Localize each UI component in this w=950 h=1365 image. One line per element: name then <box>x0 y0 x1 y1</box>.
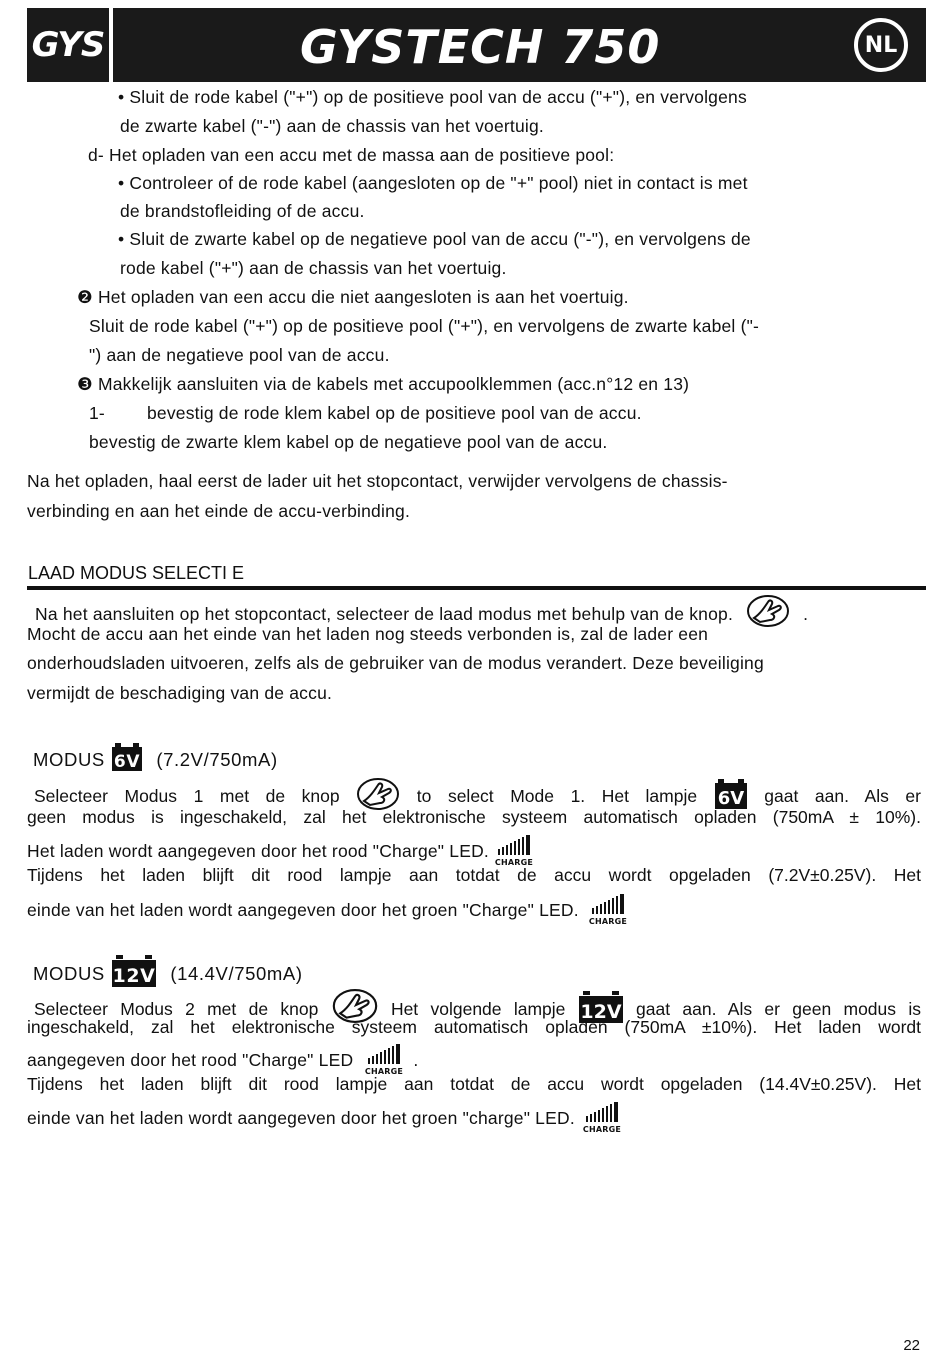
mode2-title: MODUS 12V (14.4V/750mA) <box>33 954 303 993</box>
text-line: ingeschakeld, zal het elektronische systeem automatisch opladen (750mA ±10%). Het laden wordt <box>27 1017 921 1037</box>
text-line: Selecteer Modus 2 met de knop Het volgende lampje 12V gaat aan. Als er geen modus is <box>27 988 921 1030</box>
text-line: vermijdt de beschadiging van de accu. <box>27 683 333 703</box>
svg-text:CHARGE: CHARGE <box>494 858 534 867</box>
svg-text:CHARGE: CHARGE <box>365 1067 404 1076</box>
text-line: einde van het laden wordt aangegeven door het groen "charge" LED. CHARGE <box>27 1102 626 1139</box>
section-divider <box>27 586 926 590</box>
text-line: rode kabel ("+") aan de chassis van het voertuig. <box>120 258 507 278</box>
battery-icon <box>111 742 143 777</box>
svg-text:CHARGE: CHARGE <box>588 917 627 926</box>
text-line: Tijdens het laden blijft dit rood lampje aan totdat de accu wordt opgeladen (7.2V±0.25V). Het <box>27 865 921 885</box>
text-line: Na het opladen, haal eerst de lader uit het stopcontact, verwijder vervolgens de chassis- <box>27 471 728 491</box>
svg-text:6V: 6V <box>717 788 744 809</box>
text-line: Selecteer Modus 1 met de knop to select Mode 1. Het lampje 6V gaat aan. Als er <box>27 777 921 816</box>
gys-logo: GYS <box>27 8 109 82</box>
text-line: aangegeven door het rood "Charge" LED CHARGE . <box>27 1044 418 1081</box>
text-line: bevestig de zwarte klem kabel op de negatieve pool van de accu. <box>89 432 608 452</box>
text-line: einde van het laden wordt aangegeven door het groen "Charge" LED. CHARGE <box>27 894 632 931</box>
mode1-title: MODUS 6V (7.2V/750mA) <box>33 742 278 777</box>
text-line: 1- bevestig de rode klem kabel op de positieve pool van de accu. <box>89 403 642 423</box>
text-line: geen modus is ingeschakeld, zal het elektronische systeem automatisch opladen (750mA ± 10%). <box>27 807 921 827</box>
charge-led-icon <box>582 1102 626 1139</box>
svg-text:12V: 12V <box>580 1001 622 1023</box>
text-line: • Sluit de rode kabel ("+") op de positieve pool van de accu ("+"), en vervolgens <box>118 87 747 107</box>
text-line: onderhoudsladen uitvoeren, zelfs als de gebruiker van de modus verandert. Deze beveiliging <box>27 653 764 673</box>
page-number: 22 <box>903 1337 920 1354</box>
text-line: verbinding en aan het einde de accu-verbinding. <box>27 501 411 521</box>
text-line: de brandstofleiding of de accu. <box>120 201 365 221</box>
svg-text:CHARGE: CHARGE <box>582 1125 622 1134</box>
number-2-icon: ❷ <box>77 287 93 307</box>
text-line: de zwarte kabel ("-") aan de chassis van het voertuig. <box>120 116 544 136</box>
hand-press-button-icon <box>746 594 790 633</box>
text-line: Mocht de accu aan het einde van het laden nog steeds verbonden is, zal de lader een <box>27 624 709 644</box>
language-badge: NL <box>854 18 908 72</box>
text-line: Sluit de rode kabel ("+") op de positieve pool ("+"), en vervolgens de zwarte kabel ("- <box>89 316 760 336</box>
text-line: • Controleer of de rode kabel (aangesloten op de "+" pool) niet in contact is met <box>118 173 748 193</box>
text-line: Tijdens het laden blijft dit rood lampje aan totdat de accu wordt opgeladen (14.4V±0.25V). Het <box>27 1074 921 1094</box>
title-bar <box>113 8 926 82</box>
text-line: ❷ Het opladen van een accu die niet aangesloten is aan het voertuig. <box>77 287 629 307</box>
text-line: Na het aansluiten op het stopcontact, selecteer de laad modus met behulp van de knop. . <box>35 594 808 633</box>
text-line: ") aan de negatieve pool van de accu. <box>89 345 390 365</box>
number-3-icon: ❸ <box>77 374 93 394</box>
text-line: ❸ Makkelijk aansluiten via de kabels met accupoolklemmen (acc.n°12 en 13) <box>77 374 690 394</box>
section-title: LAAD MODUS SELECTI E <box>28 563 245 583</box>
text-line: d- Het opladen van een accu met de massa aan de positieve pool: <box>88 145 615 165</box>
product-title: GYSTECH 750 <box>300 20 661 74</box>
text-line: • Sluit de zwarte kabel op de negatieve pool van de accu ("-"), en vervolgens de <box>118 229 751 249</box>
text-line: Het laden wordt aangegeven door het rood "Charge" LED. CHARGE <box>27 835 538 872</box>
svg-text:12V: 12V <box>112 965 156 987</box>
svg-text:6V: 6V <box>113 752 140 772</box>
charge-led-icon <box>588 894 632 931</box>
page-header <box>27 8 926 82</box>
